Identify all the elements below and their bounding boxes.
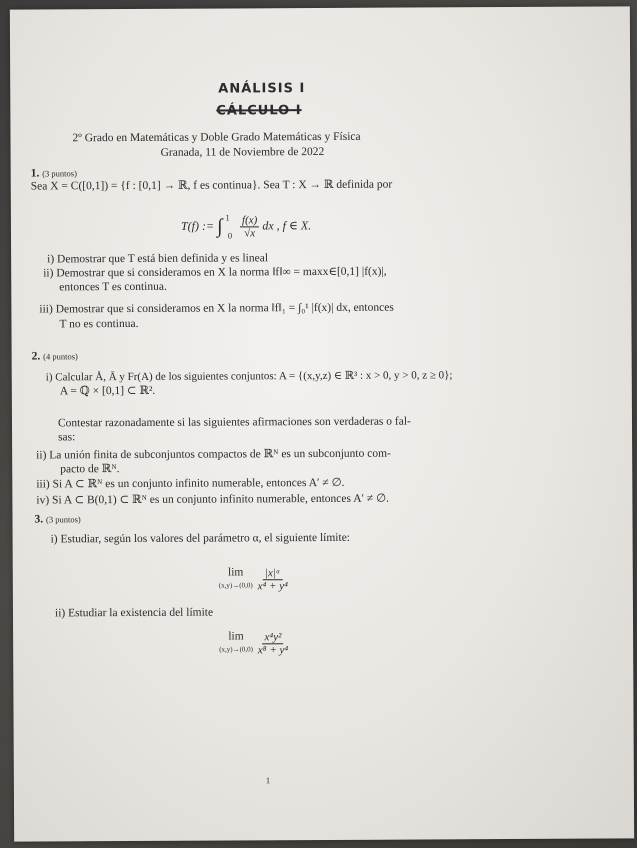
- lim1-num: |x|ᵅ: [263, 567, 282, 580]
- q2-item-i-line2: A = ℚ × [0,1] ⊂ ℝ².: [59, 384, 156, 398]
- page-number: 1: [265, 775, 271, 786]
- q1-item-iii-line1: iii) Demostrar que si consideramos en X la norma ‖f‖₁ = ∫₀¹ |f(x)| dx, entonces: [39, 301, 394, 316]
- q2-item-iii: iii) Si A ⊂ ℝᴺ es un conjunto infinito numerable, entonces A′ ≠ ∅.: [36, 476, 345, 491]
- q2-number: 2.: [31, 350, 41, 363]
- title-handwritten: ANÁLISIS I: [218, 81, 306, 97]
- lim2-operator: [219, 630, 253, 656]
- q2-item-i-line1: i) Calcular Å, Ā y Fr(A) de los siguientes conjuntos: A = {(x,y,z) ∈ ℝ³ : x > 0, y > 0, z ≥ 0};: [45, 369, 453, 384]
- q3-item-i: i) Estudiar, según los valores del parámetro α, el siguiente límite:: [50, 531, 351, 546]
- lim1-subscript: (x,y)→(0,0): [218, 581, 253, 590]
- q1-item-i: i) Demostrar que T está bien definida y es lineal: [47, 252, 269, 266]
- q1-fraction: [240, 214, 259, 239]
- lim2-fraction: [256, 631, 290, 656]
- lim2-den: x⁸ + y⁴: [257, 643, 289, 656]
- q2-header: [32, 350, 78, 363]
- q1-points: (3 puntos): [42, 168, 77, 179]
- q3-item-ii: ii) Estudiar la existencia del límite: [54, 606, 214, 620]
- lim1-fraction: [255, 567, 289, 592]
- q2-item-iv: iv) Si A ⊂ B(0,1) ⊂ ℝᴺ es un conjunto infinito numerable, entonces A′ ≠ ∅.: [36, 492, 390, 507]
- lim1-den: x⁴ + y⁴: [257, 579, 288, 592]
- q3-points: (3 puntos): [45, 514, 81, 525]
- exam-subtitle: 2º Grado en Matemáticas y Doble Grado Matemáticas y Física: [72, 130, 361, 145]
- q1-item-iii-line2: T no es continua.: [59, 317, 139, 331]
- q3-limit-1: [219, 566, 290, 592]
- lim1-word: lim: [227, 566, 244, 579]
- lim2-num: x⁴y²: [263, 631, 284, 644]
- integral-upper: 1: [225, 212, 230, 223]
- lim2-word: lim: [228, 630, 244, 643]
- q2-item-ii-line2: pacto de ℝᴺ.: [60, 463, 120, 476]
- q3-limit-2: [219, 630, 290, 656]
- q1-item-ii-line2: entonces T es continua.: [59, 280, 167, 294]
- integral-sign: ∫: [217, 215, 223, 238]
- q2-note-line2: sas:: [58, 431, 76, 444]
- q1-frac-den: √x: [244, 227, 256, 240]
- q3-number: 3.: [34, 513, 44, 526]
- q1-formula-lhs: T(f) :=: [180, 218, 215, 233]
- q1-number: 1.: [30, 167, 40, 180]
- q1-intro: Sea X = C([0,1]) = {f : [0,1] → ℝ, f es continua}. Sea T : X → ℝ definida por: [30, 178, 393, 193]
- q2-points: (4 puntos): [43, 351, 78, 362]
- exam-place-date: Granada, 11 de Noviembre de 2022: [160, 145, 325, 159]
- q1-formula-tail: dx , f ∈ X.: [262, 218, 312, 233]
- integral-lower: 0: [227, 230, 233, 241]
- exam-sheet: [10, 6, 634, 841]
- q1-formula: [181, 214, 311, 240]
- q3-header: [34, 513, 80, 526]
- q1-frac-num: f(x): [240, 214, 259, 227]
- q1-item-ii-line1: ii) Demostrar que si consideramos en X la norma ‖f‖∞ = maxx∈[0,1] |f(x)|,: [43, 265, 387, 280]
- lim1-operator: [219, 566, 253, 592]
- q2-note-line1: Contestar razonadamente si las siguientes afirmaciones son verdaderas o fal-: [57, 415, 411, 430]
- title-struck-out: CÁLCULO I: [216, 103, 302, 119]
- lim2-subscript: (x,y)→(0,0): [219, 645, 254, 654]
- q1-header: [31, 167, 77, 180]
- q2-item-ii-line1: ii) La unión finita de subconjuntos compactos de ℝᴺ es un subconjunto com-: [36, 447, 391, 462]
